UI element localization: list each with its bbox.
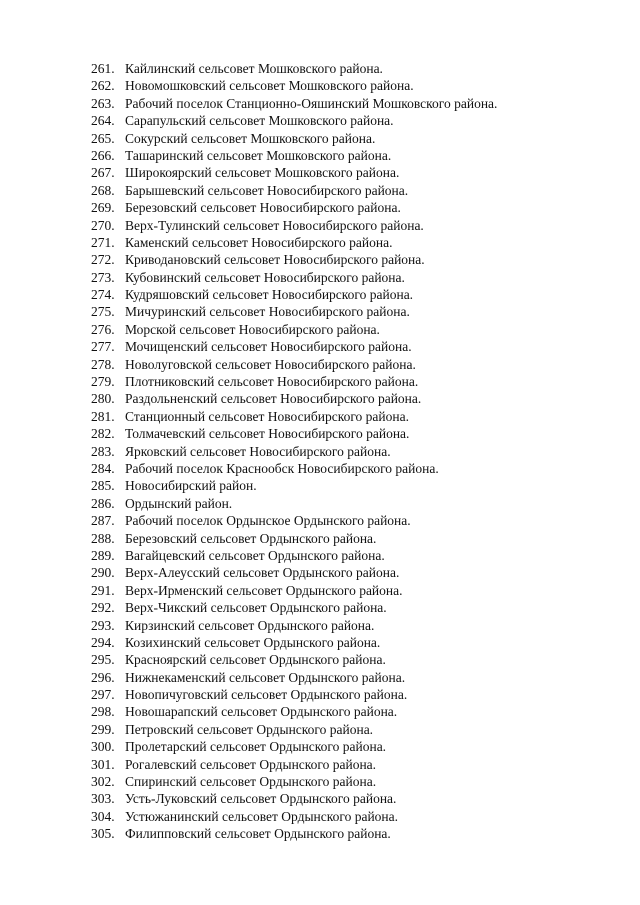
- item-number: 278.: [91, 356, 115, 372]
- item-number: 275.: [91, 304, 115, 320]
- item-number: 276.: [91, 321, 115, 337]
- item-number: 301.: [91, 756, 115, 772]
- item-number: 304.: [91, 808, 115, 824]
- item-text: Верх-Чикский сельсовет Ордынского района.: [125, 600, 387, 616]
- list-item: [91, 599, 497, 616]
- list-item: [91, 338, 497, 355]
- item-number: 288.: [91, 530, 115, 546]
- list-item: [91, 808, 497, 825]
- list-item: [91, 686, 497, 703]
- item-number: 267.: [91, 165, 115, 181]
- item-number: 299.: [91, 721, 115, 737]
- list-item: [91, 634, 497, 651]
- item-text: Сокурский сельсовет Мошковского района.: [125, 130, 376, 146]
- item-text: Ташаринский сельсовет Мошковского района.: [125, 147, 392, 163]
- item-number: 270.: [91, 217, 115, 233]
- item-text: Кайлинский сельсовет Мошковского района.: [125, 61, 383, 76]
- item-number: 269.: [91, 200, 115, 216]
- item-number: 297.: [91, 687, 115, 703]
- item-text: Козихинский сельсовет Ордынского района.: [125, 634, 381, 650]
- item-number: 272.: [91, 252, 115, 268]
- list-item: [91, 825, 497, 842]
- list-item: [91, 773, 497, 790]
- item-number: 274.: [91, 287, 115, 303]
- list-item: [91, 77, 497, 94]
- item-number: 273.: [91, 269, 115, 285]
- item-number: 264.: [91, 113, 115, 129]
- item-number: 287.: [91, 513, 115, 529]
- item-text: Широкоярский сельсовет Мошковского района.: [125, 165, 400, 181]
- item-text: Новошарапский сельсовет Ордынского района.: [125, 704, 398, 720]
- list-item: [91, 130, 497, 147]
- list-item: [91, 443, 497, 460]
- item-number: 302.: [91, 774, 115, 790]
- item-number: 296.: [91, 669, 115, 685]
- list-item: [91, 373, 497, 390]
- item-text: Пролетарский сельсовет Ордынского района.: [125, 739, 387, 755]
- list-item: [91, 182, 497, 199]
- item-text: Новолуговской сельсовет Новосибирского района.: [125, 356, 416, 372]
- item-number: 261.: [91, 61, 115, 76]
- item-number: 283.: [91, 443, 115, 459]
- item-number: 293.: [91, 617, 115, 633]
- list-item: [91, 738, 497, 755]
- list-item: [91, 95, 497, 112]
- list-item: [91, 669, 497, 686]
- item-text: Филипповский сельсовет Ордынского района.: [125, 826, 391, 842]
- list-item: [91, 390, 497, 407]
- item-text: Плотниковский сельсовет Новосибирского района.: [125, 374, 419, 390]
- list-item: [91, 112, 497, 129]
- item-number: 291.: [91, 582, 115, 598]
- item-number: 298.: [91, 704, 115, 720]
- item-number: 263.: [91, 95, 115, 111]
- list-item: [91, 721, 497, 738]
- item-number: 289.: [91, 547, 115, 563]
- item-number: 303.: [91, 791, 115, 807]
- item-text: Кудряшовский сельсовет Новосибирского района.: [125, 287, 414, 303]
- item-text: Криводановский сельсовет Новосибирского района.: [125, 252, 425, 268]
- item-text: Морской сельсовет Новосибирского района.: [125, 321, 380, 337]
- item-text: Петровский сельсовет Ордынского района.: [125, 721, 374, 737]
- item-text: Спиринский сельсовет Ордынского района.: [125, 774, 377, 790]
- item-number: 282.: [91, 426, 115, 442]
- item-text: Ярковский сельсовет Новосибирского района.: [125, 443, 391, 459]
- item-text: Кирзинский сельсовет Ордынского района.: [125, 617, 375, 633]
- item-text: Березовский сельсовет Ордынского района.: [125, 530, 377, 546]
- item-number: 280.: [91, 391, 115, 407]
- list-item: [91, 60, 497, 77]
- item-text: Усть-Луковский сельсовет Ордынского района.: [125, 791, 397, 807]
- item-text: Новосибирский район.: [125, 478, 257, 494]
- item-text: Красноярский сельсовет Ордынского района.: [125, 652, 386, 668]
- list-item: [91, 547, 497, 564]
- list-item: [91, 564, 497, 581]
- item-text: Толмачевский сельсовет Новосибирского района.: [125, 426, 410, 442]
- list-item: [91, 756, 497, 773]
- item-number: 271.: [91, 234, 115, 250]
- item-number: 285.: [91, 478, 115, 494]
- item-text: Новопичуговский сельсовет Ордынского района.: [125, 687, 408, 703]
- item-number: 279.: [91, 374, 115, 390]
- list-item: [91, 321, 497, 338]
- item-number: 292.: [91, 600, 115, 616]
- item-number: 266.: [91, 147, 115, 163]
- list-item: [91, 582, 497, 599]
- list-item: [91, 703, 497, 720]
- item-text: Раздольненский сельсовет Новосибирского района.: [125, 391, 422, 407]
- item-text: Рогалевский сельсовет Ордынского района.: [125, 756, 377, 772]
- item-number: 294.: [91, 634, 115, 650]
- list-item: [91, 460, 497, 477]
- item-text: Новомошковский сельсовет Мошковского района.: [125, 78, 414, 94]
- item-number: 295.: [91, 652, 115, 668]
- item-number: 268.: [91, 182, 115, 198]
- list-item: [91, 164, 497, 181]
- item-number: 305.: [91, 826, 115, 842]
- item-text: Устюжанинский сельсовет Ордынского района.: [125, 808, 399, 824]
- item-number: 284.: [91, 460, 115, 476]
- item-text: Рабочий поселок Станционно-Ояшинский Мошковского района.: [125, 95, 498, 111]
- item-text: Ордынский район.: [125, 495, 233, 511]
- item-text: Барышевский сельсовет Новосибирского района.: [125, 182, 409, 198]
- item-number: 262.: [91, 78, 115, 94]
- item-number: 300.: [91, 739, 115, 755]
- list-item: [91, 512, 497, 529]
- list-item: [91, 217, 497, 234]
- item-number: 290.: [91, 565, 115, 581]
- numbered-list: [91, 60, 497, 843]
- list-item: [91, 408, 497, 425]
- list-item: [91, 790, 497, 807]
- item-text: Верх-Тулинский сельсовет Новосибирского района.: [125, 217, 424, 233]
- item-text: Березовский сельсовет Новосибирского района.: [125, 200, 401, 216]
- list-item: [91, 495, 497, 512]
- item-text: Каменский сельсовет Новосибирского района.: [125, 234, 393, 250]
- list-item: [91, 286, 497, 303]
- item-text: Мочищенский сельсовет Новосибирского района.: [125, 339, 412, 355]
- item-text: Станционный сельсовет Новосибирского района.: [125, 408, 409, 424]
- list-item: [91, 356, 497, 373]
- list-item: [91, 530, 497, 547]
- item-text: Сарапульский сельсовет Мошковского района.: [125, 113, 394, 129]
- item-text: Верх-Ирменский сельсовет Ордынского района.: [125, 582, 403, 598]
- item-text: Верх-Алеусский сельсовет Ордынского района.: [125, 565, 400, 581]
- item-number: 281.: [91, 408, 115, 424]
- list-item: [91, 425, 497, 442]
- list-item: [91, 147, 497, 164]
- list-item: [91, 617, 497, 634]
- list-item: [91, 303, 497, 320]
- list-item: [91, 269, 497, 286]
- item-number: 265.: [91, 130, 115, 146]
- item-text: Рабочий поселок Ордынское Ордынского района.: [125, 513, 411, 529]
- item-number: 286.: [91, 495, 115, 511]
- item-text: Мичуринский сельсовет Новосибирского района.: [125, 304, 410, 320]
- item-text: Нижнекаменский сельсовет Ордынского района.: [125, 669, 406, 685]
- item-text: Рабочий поселок Краснообск Новосибирского района.: [125, 460, 439, 476]
- list-item: [91, 651, 497, 668]
- list-item: [91, 477, 497, 494]
- list-item: [91, 234, 497, 251]
- list-item: [91, 199, 497, 216]
- item-text: Кубовинский сельсовет Новосибирского района.: [125, 269, 405, 285]
- item-number: 277.: [91, 339, 115, 355]
- item-text: Вагайцевский сельсовет Ордынского района.: [125, 547, 385, 563]
- list-item: [91, 251, 497, 268]
